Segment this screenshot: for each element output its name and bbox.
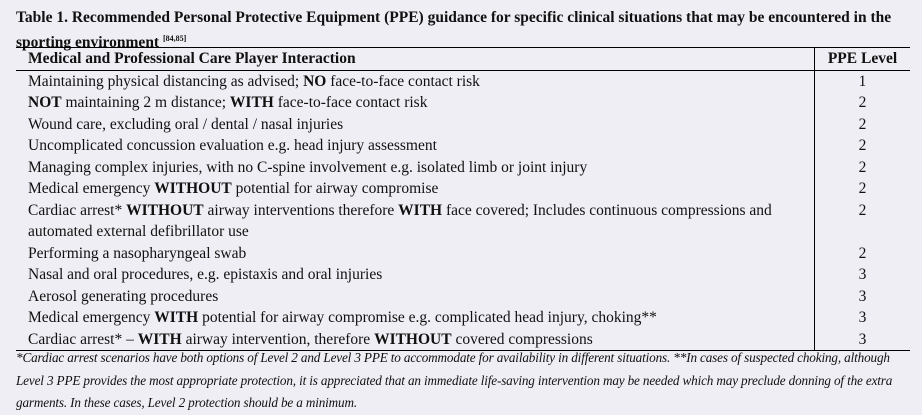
emphasis-text: WITHOUT bbox=[374, 330, 452, 348]
table-row bbox=[16, 114, 910, 136]
cell-text: Managing complex injuries, with no C-spine involvement e.g. isolated limb or joint injury bbox=[28, 158, 588, 176]
cell-text: Cardiac arrest* bbox=[28, 201, 127, 219]
cell-text: potential for airway compromise bbox=[231, 180, 439, 197]
interaction-cell bbox=[16, 178, 815, 200]
ppe-level-cell: 3 bbox=[815, 286, 911, 308]
ppe-level-cell: 3 bbox=[815, 329, 911, 351]
interaction-cell bbox=[16, 92, 815, 114]
ppe-level-cell: 2 bbox=[815, 157, 911, 179]
cell-text: Maintaining physical distancing as advised; bbox=[28, 72, 304, 90]
caption-text: Table 1. Recommended Personal Protective Equipment (PPE) guidance for specific clinical situations that may be encountered in the sporting environment bbox=[16, 9, 892, 51]
ppe-level-cell: 2 bbox=[815, 135, 911, 157]
cell-text: Uncomplicated concussion evaluation e.g. head injury assessment bbox=[28, 137, 437, 154]
header-ppe-level: PPE Level bbox=[815, 48, 911, 71]
ppe-level-cell: 2 bbox=[815, 114, 911, 136]
table-row bbox=[16, 264, 910, 286]
ppe-level-cell: 2 bbox=[815, 200, 911, 243]
table-row bbox=[16, 157, 910, 179]
header-interaction: Medical and Professional Care Player Interaction bbox=[28, 50, 356, 67]
table-row bbox=[16, 178, 910, 200]
cell-text: face-to-face contact risk bbox=[273, 94, 428, 111]
ppe-level-cell: 2 bbox=[815, 178, 911, 200]
ppe-level-cell: 2 bbox=[815, 243, 911, 265]
interaction-cell bbox=[16, 70, 815, 92]
emphasis-text: WITH bbox=[229, 94, 274, 111]
interaction-cell bbox=[16, 243, 815, 265]
interaction-cell bbox=[16, 200, 815, 243]
cell-text: Performing a nasopharyngeal swab bbox=[28, 244, 247, 262]
emphasis-text: WITH bbox=[137, 330, 182, 348]
interaction-cell bbox=[16, 264, 815, 286]
interaction-cell bbox=[16, 307, 815, 329]
table-row bbox=[16, 70, 910, 92]
cell-text: face-to-face contact risk bbox=[326, 72, 480, 90]
cell-text: Cardiac arrest* – bbox=[28, 330, 138, 348]
interaction-cell bbox=[16, 157, 815, 179]
table-row bbox=[16, 200, 910, 243]
interaction-cell bbox=[16, 135, 815, 157]
emphasis-text: WITH bbox=[154, 309, 199, 326]
ppe-level-cell: 2 bbox=[815, 92, 911, 114]
table-body bbox=[16, 70, 910, 351]
table-row bbox=[16, 243, 910, 265]
caption-references: [84,85] bbox=[162, 34, 187, 43]
table-row bbox=[16, 135, 910, 157]
ppe-level-cell: 3 bbox=[815, 307, 911, 329]
table-header-row bbox=[16, 48, 910, 71]
table-row bbox=[16, 307, 910, 329]
ppe-table bbox=[16, 47, 910, 351]
cell-text: Nasal and oral procedures, e.g. epistaxis and oral injuries bbox=[28, 266, 383, 283]
emphasis-text: WITHOUT bbox=[154, 180, 232, 197]
interaction-cell bbox=[16, 114, 815, 136]
emphasis-text: WITHOUT bbox=[126, 201, 204, 219]
cell-text: airway interventions therefore bbox=[203, 201, 399, 219]
cell-text: potential for airway compromise e.g. complicated head injury, choking** bbox=[198, 309, 657, 326]
emphasis-text: NO bbox=[303, 72, 327, 90]
cell-text: Wound care, excluding oral / dental / nasal injuries bbox=[28, 115, 344, 133]
emphasis-text: WITH bbox=[398, 201, 443, 219]
cell-text: maintaining 2 m distance; bbox=[61, 94, 230, 111]
interaction-cell bbox=[16, 286, 815, 308]
ppe-level-cell: 1 bbox=[815, 70, 911, 92]
table-footnote: *Cardiac arrest scenarios have both options of Level 2 and Level 3 PPE to accommodate for availability in different situations. **In cases of suspected choking, although Level 3 PPE provides the most appropriate protection, it is appreciated that an immediate life-saving intervention may be needed which may preclude donning of the extra garments. In these cases, Level 2 protection should be a minimum. bbox=[16, 350, 893, 410]
cell-text: face covered; Includes continuous compressions and automated external defibrillator use bbox=[28, 201, 772, 240]
table-row bbox=[16, 286, 910, 308]
table-row bbox=[16, 92, 910, 114]
emphasis-text: NOT bbox=[28, 94, 62, 111]
cell-text: covered compressions bbox=[451, 330, 593, 348]
ppe-level-cell: 3 bbox=[815, 264, 911, 286]
cell-text: airway intervention, therefore bbox=[181, 330, 375, 348]
cell-text: Aerosol generating procedures bbox=[28, 287, 219, 305]
cell-text: Medical emergency bbox=[28, 309, 155, 326]
cell-text: Medical emergency bbox=[28, 180, 155, 197]
